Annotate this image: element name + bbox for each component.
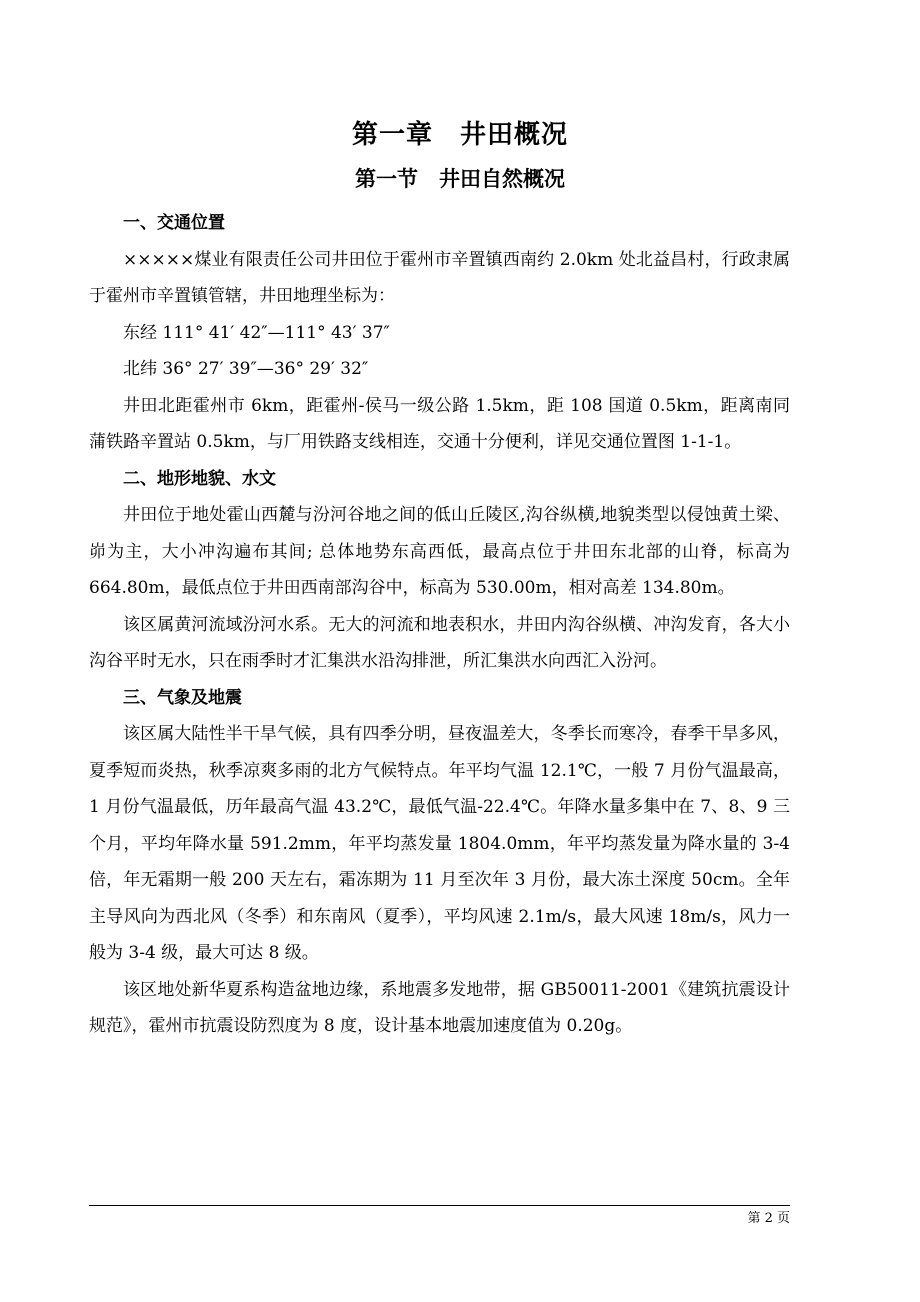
section-title: 第一节 井田自然概况 <box>355 167 565 191</box>
paragraph: 井田位于地处霍山西麓与汾河谷地之间的低山丘陵区,沟谷纵横,地貌类型以侵蚀黄土梁、峁为主，大小冲沟遍布其间; 总体地势东高西低，最高点位于井田东北部的山脊，标高为 664.80m，最低点位于井田西南部沟谷中，标高为 530.00m，相对高差 134.80m。 <box>89 505 790 598</box>
paragraph-latitude: 北纬 36° 27′ 39″—36° 29′ 32″ <box>123 359 369 379</box>
footer-divider <box>89 1205 790 1206</box>
paragraph: 井田北距霍州市 6km，距霍州-侯马一级公路 1.5km，距 108 国道 0.5km，距离南同蒲铁路辛置站 0.5km，与厂用铁路支线相连，交通十分便利，详见交通位置图 1-1-1。 <box>89 395 790 452</box>
paragraph-longitude: 东经 111° 41′ 42″—111° 43′ 37″ <box>123 322 390 343</box>
heading-terrain-hydrology: 二、地形地貌、水文 <box>123 468 276 489</box>
paragraph: 该区地处新华夏系构造盆地边缘，系地震多发地带，据 GB50011-2001《建筑抗震设计规范》，霍州市抗震设防烈度为 8 度，设计基本地震加速度值为 0.20g。 <box>89 979 790 1036</box>
chapter-title: 第一章 井田概况 <box>351 120 568 150</box>
heading-climate-earthquake: 三、气象及地震 <box>123 687 242 708</box>
document-body <box>89 205 790 1045</box>
paragraph: ×××××煤业有限责任公司井田位于霍州市辛置镇西南约 2.0km 处北益昌村，行政隶属于霍州市辛置镇管辖，井田地理坐标为： <box>89 249 790 306</box>
heading-traffic-location: 一、交通位置 <box>123 213 225 233</box>
paragraph: 该区属大陆性半干旱气候，具有四季分明，昼夜温差大，冬季长而寒冷，春季干旱多风，夏季短而炎热，秋季凉爽多雨的北方气候特点。年平均气温 12.1℃，一般 7 月份气温最高，1 月份气温最低，历年最高气温 43.2℃，最低气温-22.4℃。年降水量多集中在 7、8、9 三个月，平均年降水量 591.2mm，年平均蒸发量 1804.0mm，年平均蒸发量为降水量的 3-4 倍，年无霜期一般 200 天左右，霜冻期为 11 月至次年 3 月份，最大冻土深度 50cm。全年主导风向为西北风（冬季）和东南风（夏季），平均风速 2.1m/s，最大风速 18m/s，风力一般为 3-4 级，最大可达 8 级。 <box>89 724 790 963</box>
paragraph: 该区属黄河流域汾河水系。无大的河流和地表积水，井田内沟谷纵横、冲沟发育，各大小沟谷平时无水，只在雨季时才汇集洪水沿沟排泄，所汇集洪水向西汇入汾河。 <box>89 614 790 671</box>
page-number: 第 2 页 <box>747 1211 790 1226</box>
